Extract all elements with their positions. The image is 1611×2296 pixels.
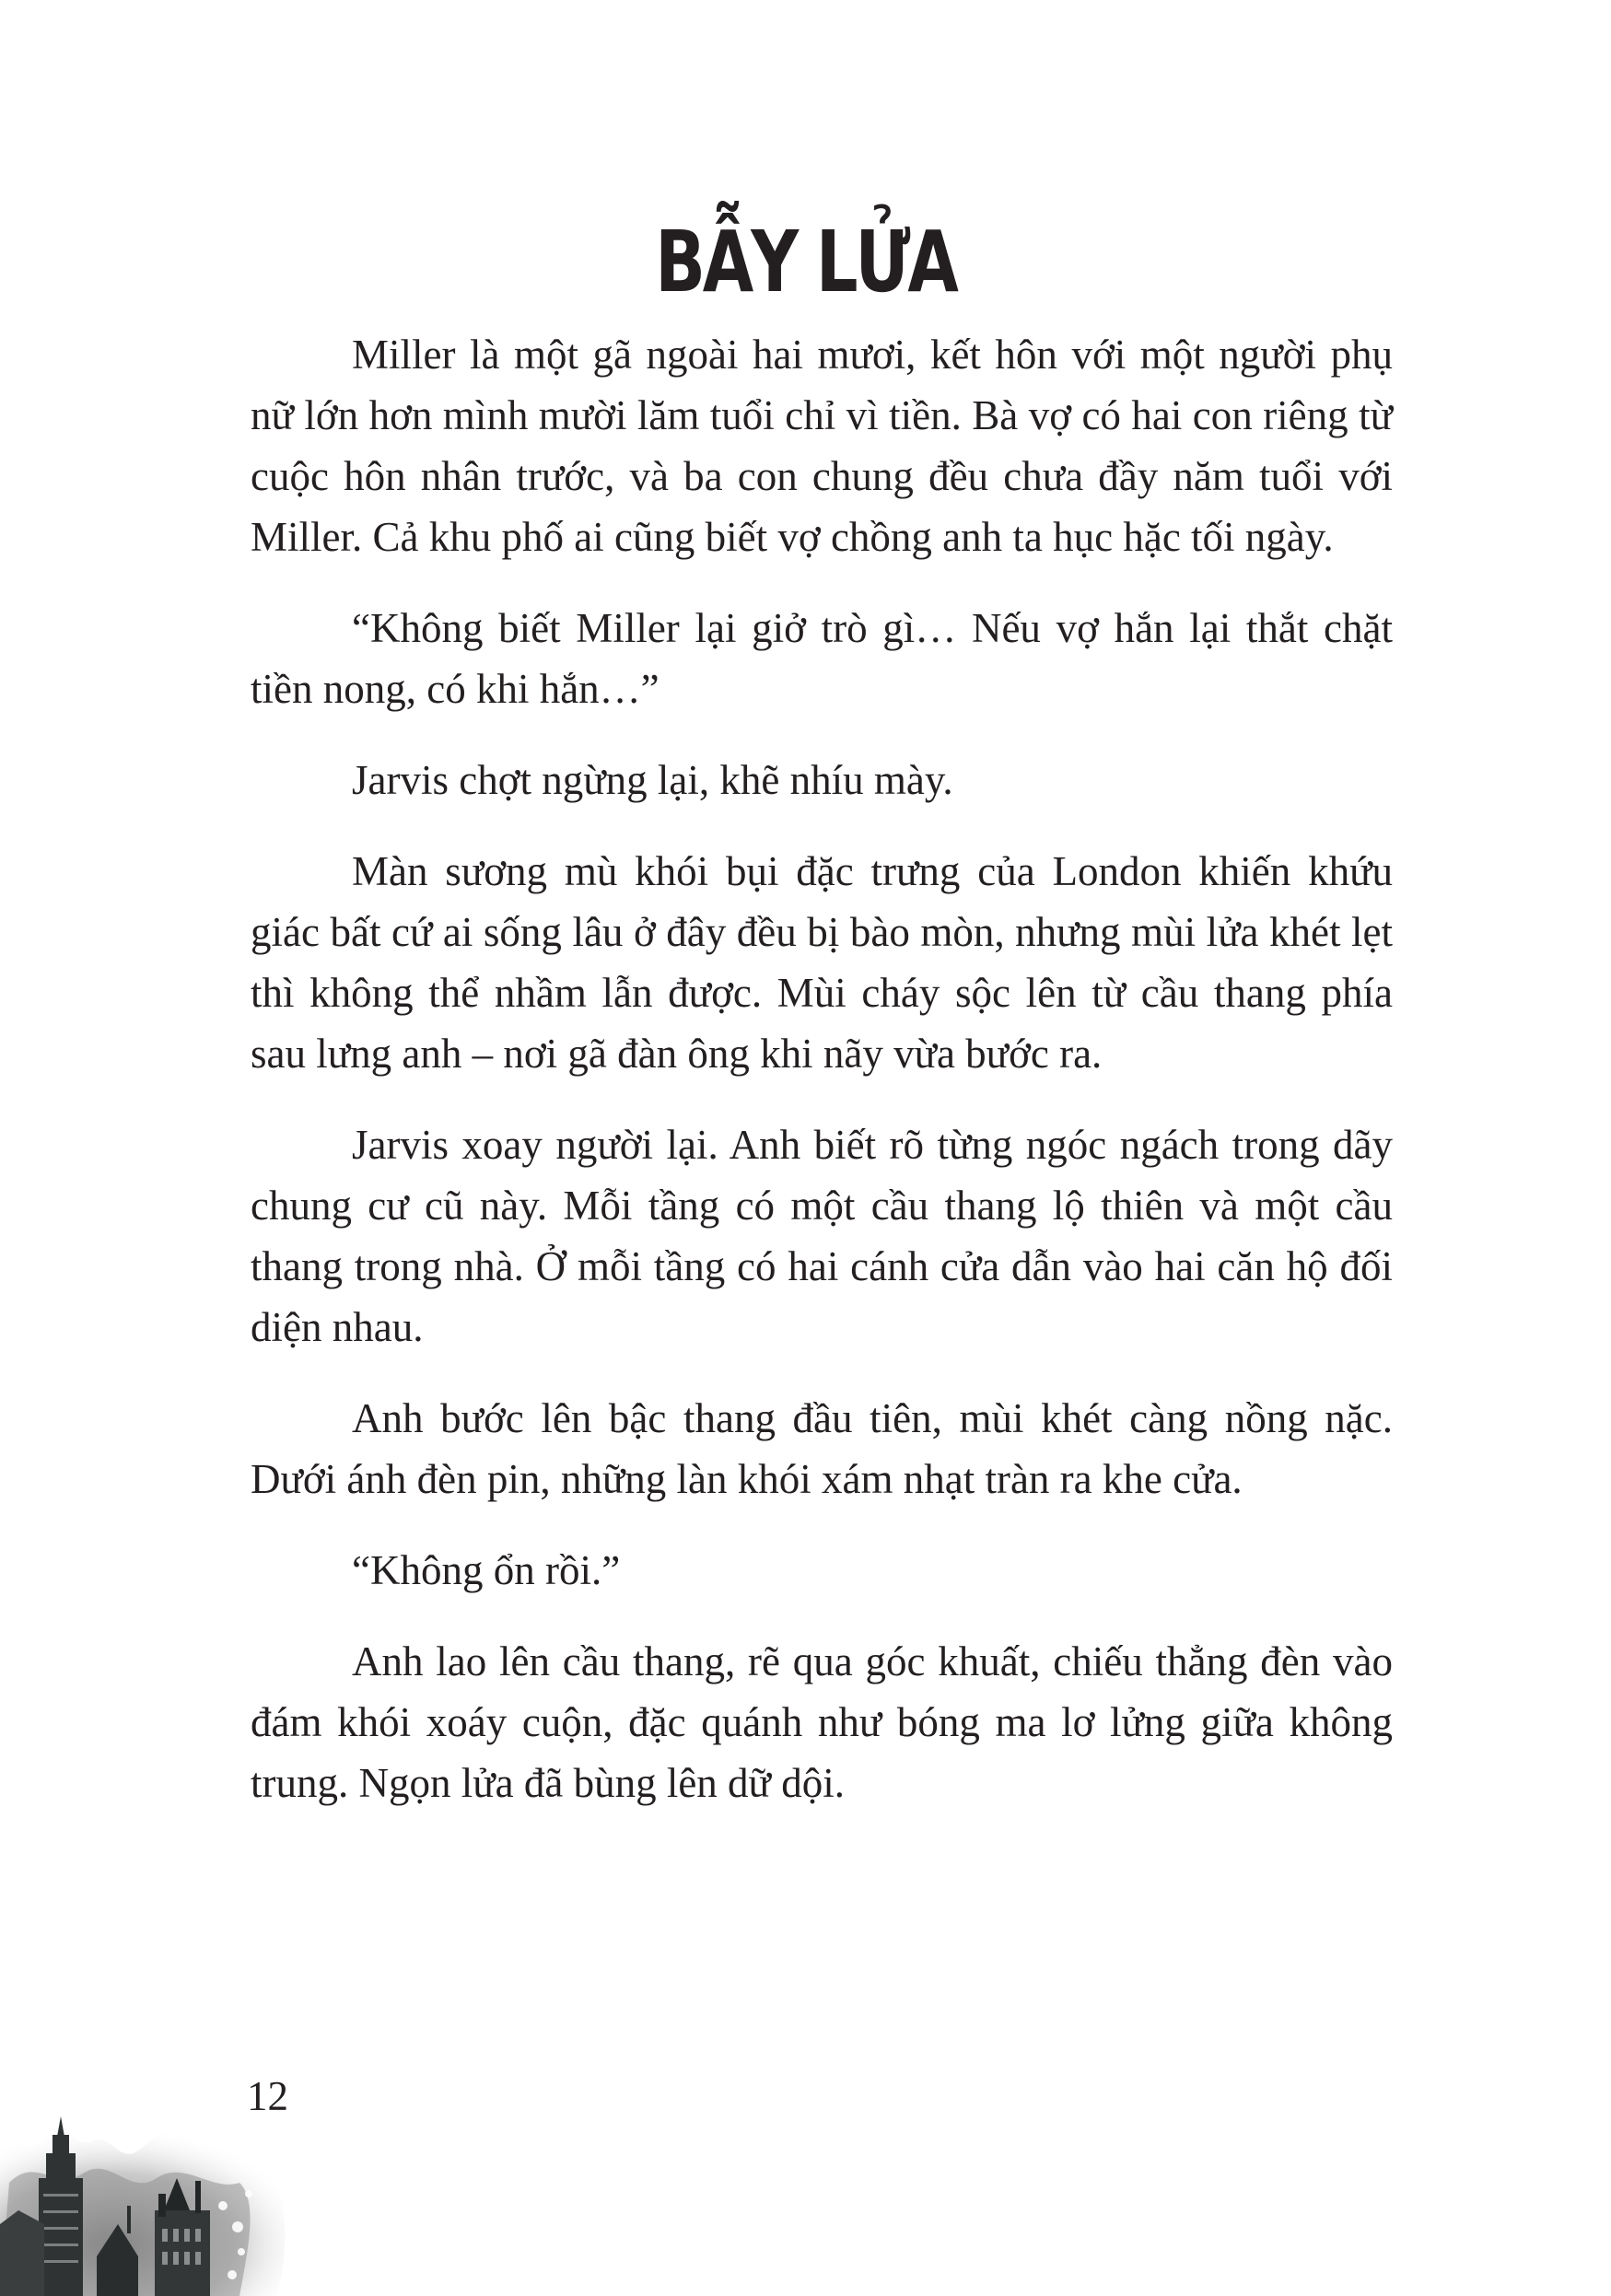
chapter-title: BẪY LỬA bbox=[655, 212, 956, 311]
paragraph: Miller là một gã ngoài hai mươi, kết hôn với một người phụ nữ lớn hơn mình mười lăm tuổi chỉ vì tiền. Bà vợ có hai con riêng từ cuộc hôn nhân trước, và ba con chung đều chưa đầy năm tuổi với Miller. Cả khu phố ai cũng biết vợ chồng anh ta hục hặc tối ngày. bbox=[251, 332, 1393, 560]
page-number: 12 bbox=[247, 2073, 288, 2119]
chapter-body bbox=[251, 324, 1393, 1844]
paragraph: Jarvis xoay người lại. Anh biết rõ từng ngóc ngách trong dãy chung cư cũ này. Mỗi tầng có một cầu thang lộ thiên và một cầu thang trong nhà. Ở mỗi tầng có hai cánh cửa dẫn vào hai căn hộ đối diện nhau. bbox=[251, 1122, 1393, 1350]
paragraph: “Không biết Miller lại giở trò gì… Nếu vợ hắn lại thắt chặt tiền nong, có khi hắn…” bbox=[251, 605, 1393, 712]
paragraph: Jarvis chợt ngừng lại, khẽ nhíu mày. bbox=[352, 757, 953, 803]
paragraph: Anh bước lên bậc thang đầu tiên, mùi khét càng nồng nặc. Dưới ánh đèn pin, những làn khói xám nhạt tràn ra khe cửa. bbox=[251, 1395, 1393, 1502]
london-skyline-smoke-icon bbox=[0, 2109, 332, 2296]
paragraph: Anh lao lên cầu thang, rẽ qua góc khuất, chiếu thẳng đèn vào đám khói xoáy cuộn, đặc quánh như bóng ma lơ lửng giữa không trung. Ngọn lửa đã bùng lên dữ dội. bbox=[251, 1638, 1393, 1806]
paragraph: Màn sương mù khói bụi đặc trưng của London khiến khứu giác bất cứ ai sống lâu ở đây đều bị bào mòn, nhưng mùi lửa khét lẹt thì không thể nhầm lẫn được. Mùi cháy sộc lên từ cầu thang phía sau lưng anh – nơi gã đàn ông khi nãy vừa bước ra. bbox=[251, 848, 1393, 1077]
paragraph: “Không ổn rồi.” bbox=[352, 1547, 621, 1593]
